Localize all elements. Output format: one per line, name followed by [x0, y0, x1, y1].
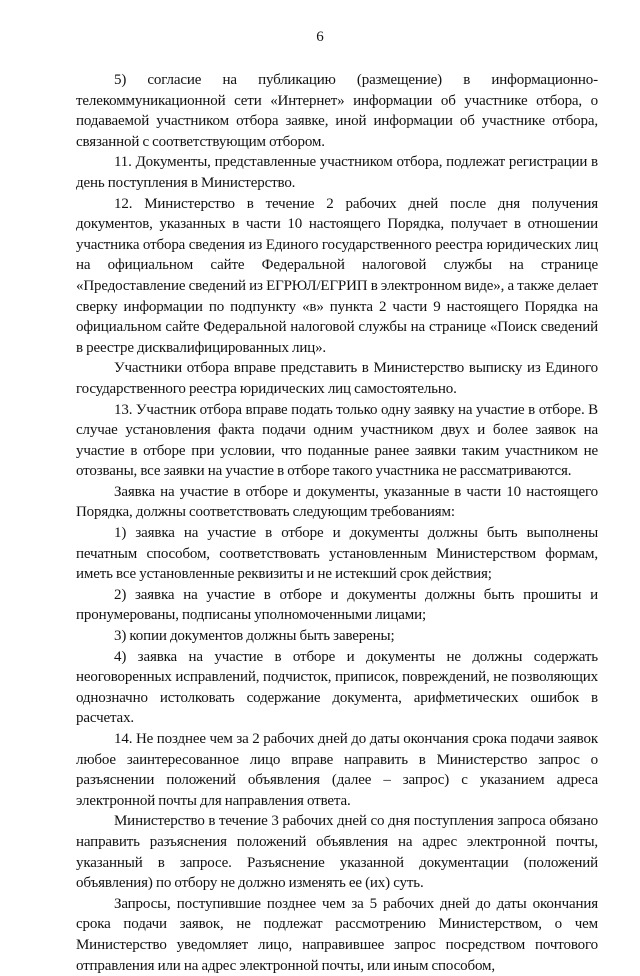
paragraph-requirement-1: 1) заявка на участие в отборе и документы должны быть выполнены печатным способом, соответствовать установленным Министерством формам, иметь все установленные реквизиты и не истекший срок действия;	[76, 525, 598, 583]
paragraph-consent-publication: 5) согласие на публикацию (размещение) в информационно-телекоммуникационной сети «Интернет» информации об участнике отбора, о подаваемой участником отбора заявке, иной информации об участнике отбора, связанной с соответствующим отбором.	[76, 72, 598, 150]
paragraph-requirements-intro: Заявка на участие в отборе и документы, указанные в части 10 настоящего Порядка, должны соответствовать следующим требованиям:	[76, 483, 598, 521]
paragraph-14-response: Министерство в течение 3 рабочих дней со дня поступления запроса обязано направить разъяснения положений объявления на адрес электронной почты, указанный в запросе. Разъяснение указанной документации (положений объявления) по отбору не должно изменять ее (их) суть.	[76, 813, 598, 892]
paragraph-14: 14. Не позднее чем за 2 рабочих дней до даты окончания срока подачи заявок любое заинтересованное лицо вправе направить в Министерство запрос о разъяснении положений объявления (далее – запрос) с указанием адреса электронной почты для направления ответа.	[76, 731, 598, 809]
paragraph-12-extract: Участники отбора вправе представить в Министерство выписку из Единого государственного реестра юридических лиц самостоятельно.	[76, 360, 598, 397]
page-number: 6	[316, 29, 324, 45]
paragraph-13: 13. Участник отбора вправе подать только одну заявку на участие в отборе. В случае установления факта подачи одним участником двух и более заявок на участие в отборе при условии, что поданные ранее заявки таким участником не отозваны, все заявки на участие в отборе такого участника не рассматриваются.	[76, 401, 598, 480]
paragraph-11: 11. Документы, представленные участником отбора, подлежат регистрации в день поступления в Министерство.	[76, 154, 598, 191]
paragraph-requirement-4: 4) заявка на участие в отборе и документы не должны содержать неоговоренных исправлений, подчисток, приписок, повреждений, не позволяющих однозначно истолковать содержание документа, арифметических ошибок в расчетах.	[76, 648, 598, 727]
paragraph-14-late-requests: Запросы, поступившие позднее чем за 5 рабочих дней до даты окончания срока подачи заявок, не подлежат рассмотрению Министерством, о чем Министерство уведомляет лицо, направившее запрос посредством почтового отправления или на адрес электронной почты, или иным способом,	[76, 895, 598, 974]
paragraph-requirement-3: 3) копии документов должны быть заверены;	[114, 628, 395, 645]
paragraph-requirement-2: 2) заявка на участие в отборе и документы должны быть прошиты и пронумерованы, подписаны уполномоченными лицами;	[76, 586, 598, 624]
paragraph-12: 12. Министерство в течение 2 рабочих дней после дня получения документов, указанных в части 10 настоящего Порядка, получает в отношении участника отбора сведения из Единого государственного реестра юридических лиц на официальном сайте Федеральной налоговой службы на странице «Предоставление сведений из ЕГРЮЛ/ЕГРИП в электронном виде», а также делает сверку информации по подпункту «в» пункта 2 части 9 настоящего Порядка на официальном сайте Федеральной налоговой службы на странице «Поиск сведений в реестре дисквалифицированных лиц».	[76, 195, 598, 356]
document-body	[76, 70, 598, 976]
